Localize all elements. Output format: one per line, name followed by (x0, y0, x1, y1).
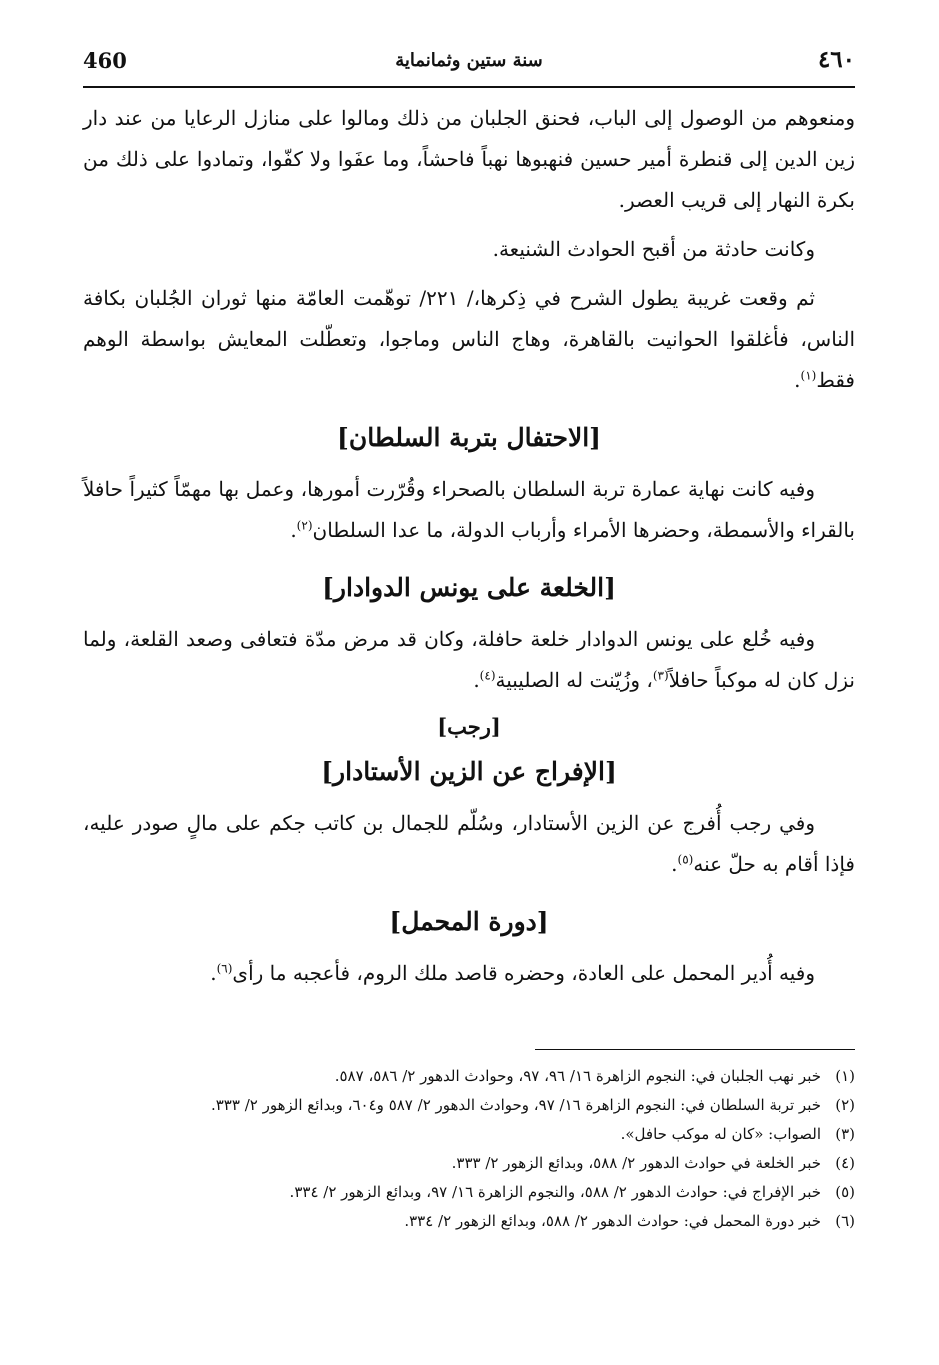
paragraph-zain-release-text: وفي رجب أُفرج عن الزين الأستادار، وسُلّم للجمال بن كاتب جكم على مالٍ صودر عليه، فإذا أقام به حلّ عنه (83, 811, 855, 876)
paragraph-incident: وكانت حادثة من أقبح الحوادث الشنيعة. (492, 237, 815, 261)
footnote-text: خبر دورة المحمل في: حوادث الدهور ٢/ ٥٨٨، وبدائع الزهور ٢/ ٣٣٤. (404, 1212, 821, 1230)
footnote-ref-3: (٣) (652, 668, 669, 683)
footnote-ref-5: (٥) (677, 852, 694, 867)
footnote-number: (٢) (835, 1096, 855, 1114)
paragraph-rumor-end: . (794, 368, 801, 392)
footnote (83, 1149, 855, 1178)
footnote (83, 1091, 855, 1120)
paragraph-younes-robe-mid: ، وزُيّنت له الصليبية (495, 668, 653, 692)
footnote (83, 1120, 855, 1149)
paragraph-sultan-tomb-end: . (290, 518, 297, 542)
paragraph-rumor (83, 278, 855, 401)
footnote-rule (535, 1049, 855, 1050)
footnote-ref-6: (٦) (216, 961, 233, 976)
footnote-ref-4: (٤) (479, 668, 496, 683)
paragraph-younes-robe (83, 619, 855, 701)
page-number-arabic: ٤٦٠ (817, 46, 855, 73)
heading-mahmal: [دورة المحمل] (389, 907, 549, 936)
footnote (83, 1178, 855, 1207)
paragraph-mahmal-end: . (210, 961, 217, 985)
footnote-number: (٤) (835, 1154, 855, 1172)
footnote-ref-2: (٢) (296, 518, 313, 533)
footnote-number: (٥) (835, 1183, 855, 1201)
header-rule (83, 86, 855, 88)
paragraph-younes-robe-end: . (473, 668, 480, 692)
footnote-text: خبر نهب الجلبان في: النجوم الزاهرة ١٦/ ٩٦، ٩٧، وحوادث الدهور ٢/ ٥٨٦، ٥٨٧. (334, 1067, 821, 1085)
paragraph-younes-robe-text: وفيه خُلع على يونس الدوادار خلعة حافلة، وكان قد مرض مدّة فتعافى وصعد القلعة، ولما نزل كان له موكباً حافلاً (83, 627, 855, 692)
footnote (83, 1207, 855, 1236)
footnote-number: (١) (835, 1067, 855, 1085)
page-header (83, 44, 855, 84)
heading-rajab: [رجب] (437, 714, 501, 739)
page-number-latin: 460 (83, 48, 127, 73)
paragraph-zain-release-end: . (671, 852, 678, 876)
footnote-text: خبر تربة السلطان في: النجوم الزاهرة ١٦/ ٩٧، وحوادث الدهور ٢/ ٥٨٧ و٦٠٤، وبدائع الزهور ٢/ ٣٣٣. (210, 1096, 821, 1114)
main-text (83, 98, 855, 994)
heading-younes-robe: [الخلعة على يونس الدوادار] (322, 573, 616, 602)
footnote-text: الصواب: «كان له موكب حافل». (620, 1125, 821, 1143)
heading-zain-release: [الإفراج عن الزين الأستادار] (321, 757, 617, 786)
footnote-text: خبر الإفراج في: حوادث الدهور ٢/ ٥٨٨، والنجوم الزاهرة ١٦/ ٩٧، وبدائع الزهور ٢/ ٣٣٤. (289, 1183, 821, 1201)
paragraph-zain-release (83, 803, 855, 885)
paragraph-mahmal (83, 953, 855, 994)
paragraph-rumor-text: ثم وقعت غريبة يطول الشرح في ذِكرها،/ ٢٢١/ توهّمت العامّة منها ثوران الجُلبان بكافة الناس، فأغلقوا الحوانيت بالقاهرة، وهاج الناس وماجوا، وتعطّلت المعايش بواسطة الوهم فقط (83, 286, 855, 392)
footnote (83, 1062, 855, 1091)
footnotes (83, 1062, 855, 1236)
paragraph-sultan-tomb (83, 469, 855, 551)
footnote-ref-1: (١) (800, 368, 817, 383)
paragraph-sultan-tomb-text: وفيه كانت نهاية عمارة تربة السلطان بالصحراء وقُرّرت أمورها، وعمل بها مهمّاً كثيراً حافلاً بالقراء والأسمطة، وحضرها الأمراء وأرباب الدولة، ما عدا السلطان (83, 477, 855, 542)
footnote-number: (٣) (835, 1125, 855, 1143)
footnote-text: خبر الخلعة في حوادث الدهور ٢/ ٥٨٨، وبدائع الزهور ٢/ ٣٣٣. (451, 1154, 821, 1172)
paragraph-looting: ومنعوهم من الوصول إلى الباب، فحنق الجلبان من ذلك ومالوا على منازل الرعايا من عند دار زين الدين إلى قنطرة أمير حسين فنهبوها نهباً فاحشاً، وما عفَوا ولا كفّوا، وتمادوا على ذلك من بكرة النهار إلى قريب العصر. (83, 106, 855, 212)
paragraph-mahmal-text: وفيه أُدير المحمل على العادة، وحضره قاصد ملك الروم، فأعجبه ما رأى (232, 961, 815, 985)
footnote-number: (٦) (835, 1212, 855, 1230)
heading-sultan-tomb: [الاحتفال بتربة السلطان] (337, 423, 601, 452)
running-title: سنة ستين وثمانماية (395, 50, 543, 71)
